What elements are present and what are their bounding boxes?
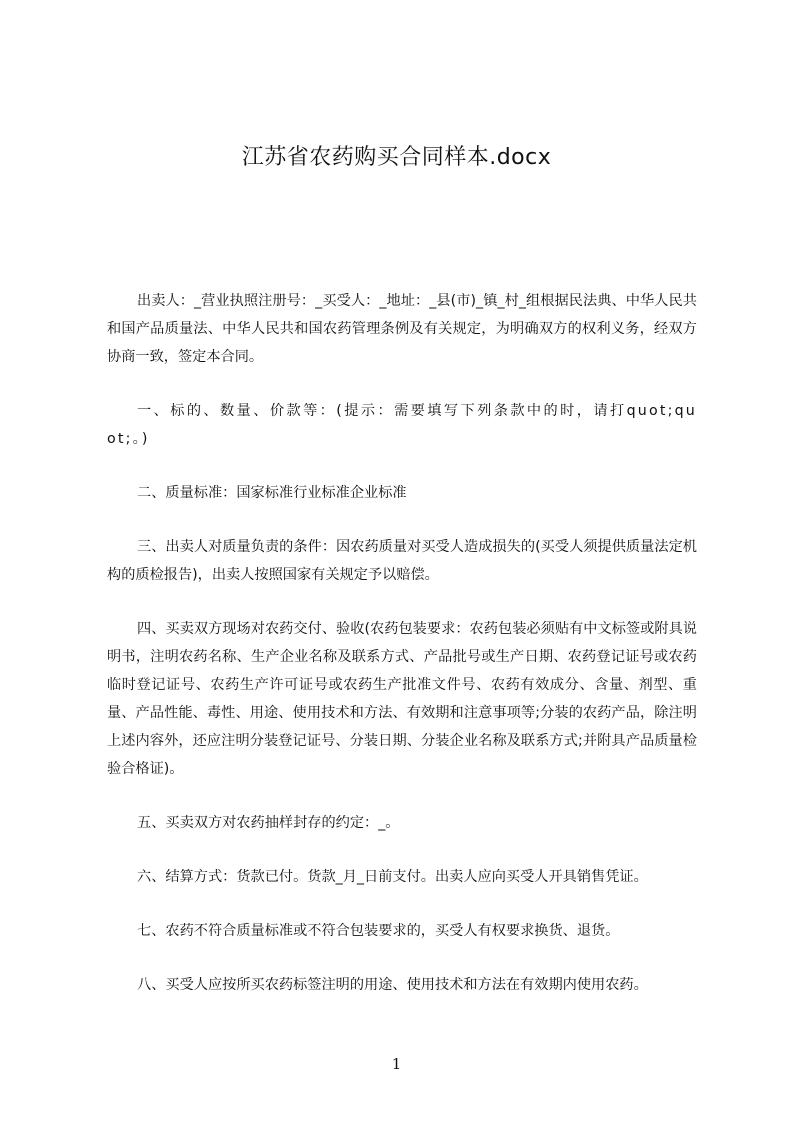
paragraph-clause-6: 六、结算方式：货款已付。货款_月_日前支付。出卖人应向买受人开具销售凭证。 <box>137 869 648 885</box>
paragraph-clause-7: 七、农药不符合质量标准或不符合包装要求的，买受人有权要求换货、退货。 <box>137 923 620 939</box>
paragraph-clause-4: 四、买卖双方现场对农药交付、验收(农药包装要求：农药包装必须贴有中文标签或附具说明书，注明农药名称、生产企业名称及联系方式、产品批号或生产日期、农药登记证号或农药临时登记证号、农药生产许可证号或农药生产批准文件号、农药有效成分、含量、剂型、重量、产品性能、毒性、用途、使用技术和方法、有效期和注意事项等;分装的农药产品，除注明上述内容外，还应注明分装登记证号、分装日期、分装企业名称及联系方式;并附具产品质量检验合格证)。 <box>107 621 697 777</box>
paragraph-clause-5: 五、买卖双方对农药抽样封存的约定：_。 <box>137 815 400 831</box>
paragraph-parties: 出卖人：_营业执照注册号：_买受人：_地址：_县(市)_镇_村_组根据民法典、中华人民共和国产品质量法、中华人民共和国农药管理条例及有关规定，为明确双方的权利义务，经双方协商一致，签定本合同。 <box>107 293 697 365</box>
document-title: 江苏省农药购买合同样本.docx <box>241 145 552 170</box>
paragraph-clause-1: 一、标的、数量、价款等：(提示：需要填写下列条款中的时，请打quot;quot;。) <box>107 403 697 447</box>
page-number: 1 <box>391 1055 402 1073</box>
paragraph-clause-3: 三、出卖人对质量负责的条件：因农药质量对买受人造成损失的(买受人须提供质量法定机构的质检报告)，出卖人按照国家有关规定予以赔偿。 <box>107 539 697 583</box>
document-body <box>107 287 697 999</box>
paragraph-clause-8: 八、买受人应按所买农药标签注明的用途、使用技术和方法在有效期内使用农药。 <box>137 977 648 993</box>
paragraph-clause-2: 二、质量标准：国家标准行业标准企业标准 <box>137 485 407 501</box>
